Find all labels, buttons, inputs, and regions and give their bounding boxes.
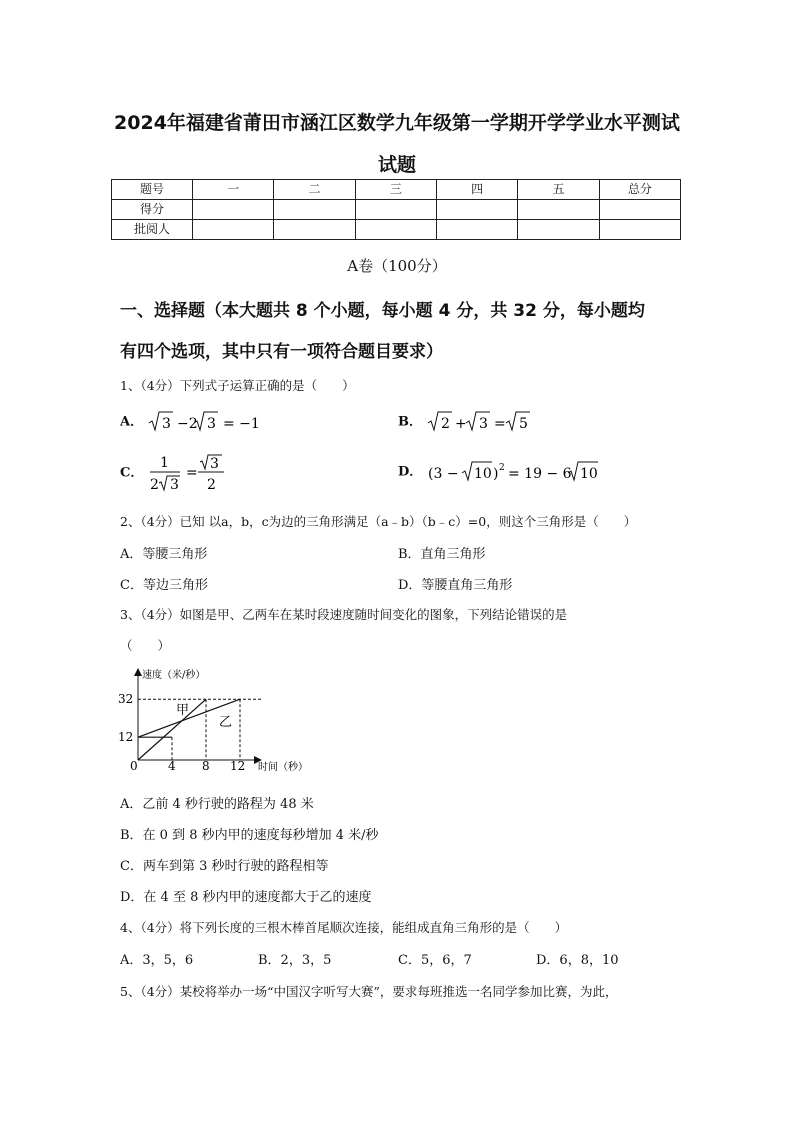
q5-stem: 5、（4分）某校将举办一场“中国汉字听写大赛”，要求每班推选一名同学参加比赛，为此， xyxy=(120,984,618,999)
y-axis-label: 速度（米/秒） xyxy=(142,670,206,681)
q1-c-formula xyxy=(148,452,248,494)
svg-text:10: 10 xyxy=(474,466,493,482)
q3-option-b: B．在 0 到 8 秒内甲的速度每秒增加 4 米/秒 xyxy=(120,828,379,843)
x-tick-label: 4 xyxy=(168,759,176,773)
score-header-cell: 总分 xyxy=(599,180,680,200)
svg-text:10: 10 xyxy=(580,466,599,482)
x-axis-label: 时间（秒） xyxy=(258,762,308,773)
q3-option-c: C．两车到第 3 秒时行驶的路程相等 xyxy=(120,859,329,874)
part1-heading-line2: 有四个选项，其中只有一项符合题目要求） xyxy=(120,342,443,362)
svg-text:): ) xyxy=(493,466,499,482)
score-row-points xyxy=(112,200,681,220)
q1-d-formula xyxy=(426,460,606,484)
q2-stem: 2、（4分）已知 以a，b，c为边的三角形满足（a﹣b）（b﹣c）=0，则这个三角形是（ ） xyxy=(120,514,637,529)
y-tick-label: 12 xyxy=(118,730,134,744)
score-cell xyxy=(193,220,274,240)
series-line-jia xyxy=(138,699,206,760)
score-row-grader xyxy=(112,220,681,240)
score-cell xyxy=(599,200,680,220)
score-cell xyxy=(274,220,355,240)
svg-text:2: 2 xyxy=(441,416,451,432)
q4-option-c: C．5，6，7 xyxy=(398,953,472,968)
svg-text:−2: −2 xyxy=(177,416,198,432)
score-cell xyxy=(599,220,680,240)
score-table xyxy=(111,179,681,240)
score-cell xyxy=(274,200,355,220)
svg-text:(3 −: (3 − xyxy=(428,466,459,482)
y-tick-label: 32 xyxy=(118,692,134,706)
option-label: D． xyxy=(398,464,423,480)
q1-option-c xyxy=(120,452,248,494)
q2-option-a: A．等腰三角形 xyxy=(120,547,208,562)
q1-b-formula xyxy=(426,410,546,434)
score-row-label: 批阅人 xyxy=(112,220,193,240)
svg-text:2: 2 xyxy=(149,477,159,493)
score-row-label: 得分 xyxy=(112,200,193,220)
origin-label: 0 xyxy=(130,759,138,773)
score-cell xyxy=(518,220,599,240)
score-header-cell: 一 xyxy=(193,180,274,200)
svg-text:5: 5 xyxy=(519,416,529,432)
svg-text:2: 2 xyxy=(206,477,216,493)
svg-text:3: 3 xyxy=(207,416,217,432)
q3-paren: （ ） xyxy=(120,638,171,653)
svg-text:3: 3 xyxy=(169,477,179,493)
score-header-cell: 题号 xyxy=(112,180,193,200)
q2-option-d: D．等腰直角三角形 xyxy=(398,578,513,593)
svg-text:=: = xyxy=(185,465,198,481)
q4-option-d: D．6，8，10 xyxy=(536,953,619,968)
option-label: B． xyxy=(398,414,422,430)
q1-option-a xyxy=(120,410,267,434)
q1-a-formula xyxy=(147,410,267,434)
score-header-cell: 三 xyxy=(355,180,436,200)
q3-stem: 3、（4分）如图是甲、乙两车在某时段速度随时间变化的图象，下列结论错误的是 xyxy=(120,607,568,622)
q4-stem: 4、（4分）将下列长度的三根木棒首尾顺次连接，能组成直角三角形的是（ ） xyxy=(120,920,568,935)
score-header-row xyxy=(112,180,681,200)
svg-text:= −1: = −1 xyxy=(223,416,261,432)
svg-text:3: 3 xyxy=(162,416,172,432)
q3-option-a: A．乙前 4 秒行驶的路程为 48 米 xyxy=(120,797,314,812)
score-cell xyxy=(193,200,274,220)
doc-title-line2: 试题 xyxy=(377,154,416,176)
doc-title-line1: 2024年福建省莆田市涵江区数学九年级第一学期开学学业水平测试 xyxy=(114,112,680,134)
series-label-yi: 乙 xyxy=(219,715,233,730)
score-header-cell: 二 xyxy=(274,180,355,200)
q3-option-d: D．在 4 至 8 秒内甲的速度都大于乙的速度 xyxy=(120,890,372,905)
q2-option-b: B．直角三角形 xyxy=(398,547,486,562)
q4-option-b: B．2，3，5 xyxy=(258,953,332,968)
svg-text:+: + xyxy=(455,416,467,432)
score-header-cell: 四 xyxy=(436,180,517,200)
score-header-cell: 五 xyxy=(518,180,599,200)
q3-speed-time-chart xyxy=(110,662,330,778)
q2-option-c: C．等边三角形 xyxy=(120,578,208,593)
series-label-jia: 甲 xyxy=(176,703,190,718)
x-tick-label: 8 xyxy=(202,759,210,773)
svg-text:=: = xyxy=(494,416,506,432)
score-cell xyxy=(355,200,436,220)
score-cell xyxy=(436,220,517,240)
score-cell xyxy=(436,200,517,220)
option-label: C． xyxy=(120,465,144,481)
svg-text:3: 3 xyxy=(209,456,219,472)
svg-text:1: 1 xyxy=(159,455,169,471)
option-label: A． xyxy=(120,414,144,430)
x-tick-label: 12 xyxy=(230,759,246,773)
q1-stem: 1、（4分）下列式子运算正确的是（ ） xyxy=(120,378,355,393)
section-a-heading: A卷（100分） xyxy=(347,257,447,275)
part1-heading-line1: 一、选择题（本大题共 8 个小题，每小题 4 分，共 32 分，每小题均 xyxy=(120,301,645,321)
q1-option-b xyxy=(398,410,546,434)
svg-text:= 19 − 6: = 19 − 6 xyxy=(508,466,572,482)
q1-option-d xyxy=(398,460,606,484)
svg-text:2: 2 xyxy=(499,463,506,473)
score-cell xyxy=(355,220,436,240)
q4-option-a: A．3，5，6 xyxy=(120,953,194,968)
svg-text:3: 3 xyxy=(479,416,489,432)
score-cell xyxy=(518,200,599,220)
